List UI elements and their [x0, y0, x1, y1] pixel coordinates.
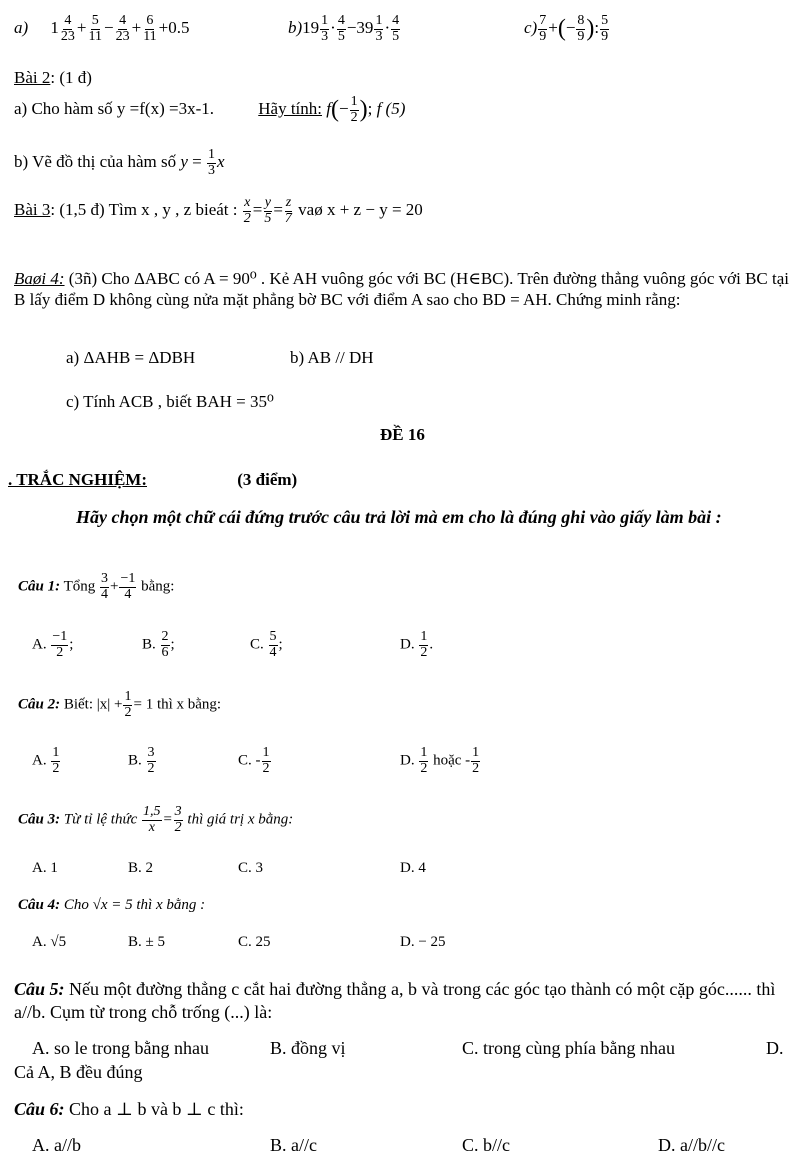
bai1-c: c) $\frac{7}{9}$ +(− $\frac{8}{9}$ ): $\frac{5}{9}$ — [524, 13, 609, 44]
cau4-question: Câu 4: Cho √x = 5 thì x bằng : — [18, 897, 206, 913]
bai3-fy: $\frac{y}{5}$ — [264, 195, 272, 226]
bai1-b-frac3: $\frac{1}{3}$ — [375, 13, 383, 44]
bai4-text: Baøi 4: (3ñ) Cho ΔABC có A = 90⁰ . Kẻ AH vuông góc với BC (H∈BC). Trên đường thẳng vuông góc với BC tại B lấy điểm D không cùng nửa mặt phẳng bờ BC với điểm A sao cho BD = AH. Chứng minh rằng: — [14, 269, 789, 309]
cau5-option-d[interactable]: D. — [766, 1038, 784, 1058]
bai1-a-frac4: $\frac{6}{11}$ — [143, 13, 157, 44]
de-title: ĐỀ 16 — [380, 425, 425, 444]
bai2-f-arg: $\frac{1}{2}$ — [350, 94, 358, 125]
cau3-option-a[interactable]: A. 1 — [32, 860, 58, 876]
cau6-question: Câu 6: Cho a ⊥ b và b ⊥ c thì: — [14, 1099, 244, 1119]
bai1-a-frac1: $\frac{4}{23}$ — [60, 13, 75, 44]
bai1-c-frac1: $\frac{7}{9}$ — [539, 13, 547, 44]
bai1-row: a) 1 $\frac{4}{23}$ + $\frac{5}{11}$ − $\frac{4}{23}$ + $\frac{6}{11}$ +0.5 — [14, 13, 190, 44]
cau6-option-d[interactable]: D. a//b//c — [658, 1135, 725, 1155]
bai1-c-frac2: $\frac{8}{9}$ — [577, 13, 585, 44]
cau4-option-d[interactable]: D. − 25 — [400, 934, 446, 950]
cau5-option-d-text: Cả A, B đều đúng — [14, 1062, 143, 1082]
bai4-c: c) Tính ACB , biết BAH = 35⁰ — [66, 392, 274, 411]
cau6-option-a[interactable]: A. a//b — [32, 1135, 81, 1155]
bai2-a: a) Cho hàm số y =f(x) =3x-1. Hãy tính: f(− $\frac{1}{2}$ ); f (5) — [14, 94, 406, 125]
bai1-a-frac2: $\frac{5}{11}$ — [88, 13, 102, 44]
tn-instruction: Hãy chọn một chữ cái đứng trước câu trả lời mà em cho là đúng ghi vào giấy làm bài : — [76, 507, 722, 527]
bai2-b-frac: $\frac{1}{3}$ — [208, 147, 215, 178]
cau2-option-a[interactable]: A. $\frac{1}{2}$ — [32, 745, 60, 776]
cau4-option-c[interactable]: C. 25 — [238, 934, 271, 950]
cau2-option-b[interactable]: B. $\frac{3}{2}$ — [128, 745, 155, 776]
cau1-question: Câu 1: Tổng $\frac{3}{4}$ + $\frac{-1}{4}$ bằng: — [18, 571, 175, 602]
cau5-option-c[interactable]: C. trong cùng phía bằng nhau — [462, 1038, 675, 1058]
bai1-b-frac2: $\frac{4}{5}$ — [337, 13, 345, 44]
bai4-a: a) ΔAHB = ΔDBH — [66, 348, 196, 367]
cau3-option-c[interactable]: C. 3 — [238, 860, 264, 876]
cau1-option-b[interactable]: B. $\frac{2}{6}$ ; — [142, 629, 175, 660]
bai1-b: b)19 $\frac{1}{3}$ · $\frac{4}{5}$ −39 $\frac{1}{3}$ · $\frac{4}{5}$ — [288, 13, 400, 44]
cau4-option-a[interactable]: A. √5 — [32, 934, 67, 950]
cau3-option-d[interactable]: D. 4 — [400, 860, 426, 876]
cau4-option-b[interactable]: B. ± 5 — [128, 934, 165, 950]
bai1-a-tail: +0.5 — [158, 18, 190, 38]
cau3-option-b[interactable]: B. 2 — [128, 860, 154, 876]
cau2-option-c[interactable]: C. - $\frac{1}{2}$ — [238, 745, 270, 776]
cau2-question: Câu 2: Biết: |x| + $\frac{1}{2}$ = 1 thì x bằng: — [18, 689, 222, 720]
bai1-a-label: a) — [14, 18, 29, 38]
bai2-b: b) Vẽ đồ thị của hàm số y = $\frac{1}{3}$ x — [14, 147, 225, 178]
bai1-a-int: 1 — [50, 18, 59, 38]
cau5-question: Câu 5: Nếu một đường thẳng c cắt hai đường thẳng a, b và trong các góc tạo thành có một cặp góc...... thì a//b. Cụm từ trong chỗ trống (...) là: — [14, 979, 776, 1022]
cau2-option-d[interactable]: D. $\frac{1}{2}$ hoặc - $\frac{1}{2}$ — [400, 745, 480, 776]
bai3-fx: $\frac{x}{2}$ — [243, 195, 251, 226]
cau1-option-c[interactable]: C. $\frac{5}{4}$ ; — [250, 629, 283, 660]
cau1-option-d[interactable]: D. $\frac{1}{2}$ . — [400, 629, 434, 660]
cau6-option-c[interactable]: C. b//c — [462, 1135, 510, 1155]
tn-heading: . TRẮC NGHIỆM: (3 điểm) — [8, 470, 298, 489]
bai2-heading: Bài 2: (1 đ) — [14, 68, 92, 87]
cau5-option-b[interactable]: B. đồng vị — [270, 1038, 346, 1058]
cau6-option-b[interactable]: B. a//c — [270, 1135, 317, 1155]
bai1-c-frac3: $\frac{5}{9}$ — [601, 13, 609, 44]
cau3-question: Câu 3: Từ tỉ lệ thức $\frac{1,5}{x}$ = $\frac{3}{2}$ thì giá trị x bằng: — [18, 804, 294, 835]
bai1-b-frac4: $\frac{4}{5}$ — [392, 13, 400, 44]
cau1-option-a[interactable]: A. $\frac{-1}{2}$ ; — [32, 629, 74, 660]
bai3: Bài 3: (1,5 đ) Tìm x , y , z bieát : $\frac{x}{2}$ = $\frac{y}{5}$ = $\frac{z}{7}$ vaø x + z − y = 20 — [14, 195, 423, 226]
bai1-a-frac3: $\frac{4}{23}$ — [115, 13, 130, 44]
bai1-b-frac1: $\frac{1}{3}$ — [321, 13, 329, 44]
bai4-b: b) AB // DH — [290, 348, 374, 367]
cau5-option-a[interactable]: A. so le trong bằng nhau — [32, 1038, 209, 1058]
bai3-fz: $\frac{z}{7}$ — [284, 195, 292, 226]
